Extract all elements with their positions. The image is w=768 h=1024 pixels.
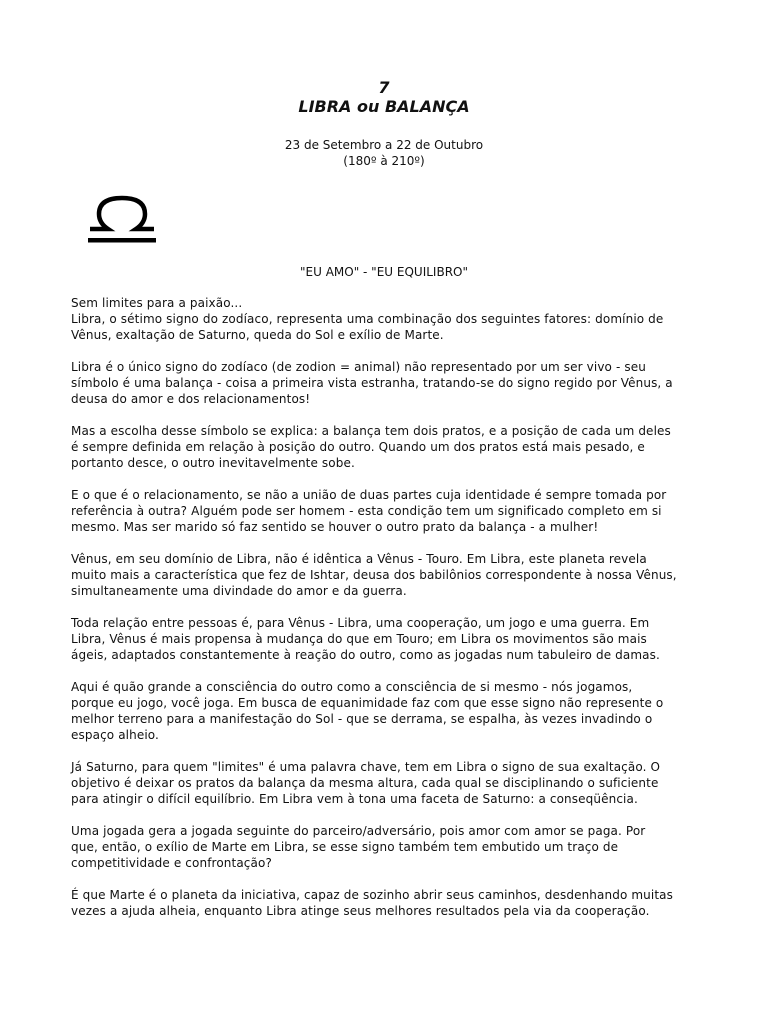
paragraph [71, 887, 701, 919]
paragraph [71, 295, 701, 343]
paragraph-line: ágeis, adaptados constantemente à reação do outro, como as jogadas num tabuleiro de damas. [71, 648, 660, 662]
paragraph [71, 759, 701, 807]
paragraph-line: Já Saturno, para quem "limites" é uma palavra chave, tem em Libra o signo de sua exaltação. O [71, 760, 661, 774]
paragraph-line: Mas a escolha desse símbolo se explica: a balança tem dois pratos, e a posição de cada um deles [71, 424, 671, 438]
paragraph-line: para atingir o difícil equilíbrio. Em Libra vem à tona uma faceta de Saturno: a conseqüência. [71, 792, 638, 806]
paragraph-line: que, então, o exílio de Marte em Libra, se esse signo também tem embutido um traço de [71, 840, 619, 854]
libra-symbol-icon [86, 192, 158, 252]
body-text [71, 295, 701, 935]
paragraph-line: portanto desce, o outro inevitavelmente sobe. [71, 456, 355, 470]
chapter-number: 7 [378, 78, 390, 97]
paragraph [71, 615, 701, 663]
date-range: 23 de Setembro a 22 de Outubro [284, 138, 484, 152]
paragraph-line: símbolo é uma balança - coisa a primeira vista estranha, tratando-se do signo regido por Vênus, a [71, 376, 673, 390]
paragraph-line: Aqui é quão grande a consciência do outro como a consciência de si mesmo - nós jogamos, [71, 680, 633, 694]
paragraph-line: É que Marte é o planeta da iniciativa, capaz de sozinho abrir seus caminhos, desdenhando muitas [71, 888, 674, 902]
degree-range: (180º à 210º) [343, 154, 425, 168]
paragraph [71, 487, 701, 535]
paragraph-line: E o que é o relacionamento, se não a união de duas partes cuja identidade é sempre tomada por [71, 488, 667, 502]
paragraph-line: mesmo. Mas ser marido só faz sentido se houver o outro prato da balança - a mulher! [71, 520, 599, 534]
paragraph-line: simultaneamente uma divindade do amor e da guerra. [71, 584, 407, 598]
paragraph [71, 823, 701, 871]
paragraph-line: Toda relação entre pessoas é, para Vênus - Libra, uma cooperação, um jogo e uma guerra. Em [71, 616, 650, 630]
paragraph-line: Uma jogada gera a jogada seguinte do parceiro/adversário, pois amor com amor se paga. Por [71, 824, 646, 838]
paragraph-line: espaço alheio. [71, 728, 159, 742]
paragraph-line: objetivo é deixar os pratos da balança da mesma altura, cada qual se disciplinando o suficiente [71, 776, 659, 790]
paragraph-line: Libra é o único signo do zodíaco (de zodion = animal) não representado por um ser vivo - seu [71, 360, 646, 374]
paragraph-line: vezes a ajuda alheia, enquanto Libra atinge seus melhores resultados pela via da cooperação. [71, 904, 650, 918]
paragraph [71, 679, 701, 743]
paragraph-line: porque eu jogo, você joga. Em busca de equanimidade faz com que esse signo não represente o [71, 696, 664, 710]
paragraph-line: Libra, Vênus é mais propensa à mudança do que em Touro; em Libra os movimentos são mais [71, 632, 647, 646]
paragraph-line: melhor terreno para a manifestação do Sol - que se derrama, se espalha, às vezes invadindo o [71, 712, 653, 726]
paragraph [71, 551, 701, 599]
paragraph-line: Vênus, em seu domínio de Libra, não é idêntica a Vênus - Touro. Em Libra, este planeta revela [71, 552, 647, 566]
motto: "EU AMO" - "EU EQUILIBRO" [300, 265, 468, 279]
paragraph-line: muito mais a característica que fez de Ishtar, deusa dos babilônios correspondente à nossa Vênus, [71, 568, 677, 582]
paragraph-line: Sem limites para a paixão... [71, 296, 243, 310]
paragraph-line: deusa do amor e dos relacionamentos! [71, 392, 311, 406]
paragraph-line: competitividade e confrontação? [71, 856, 272, 870]
paragraph [71, 359, 701, 407]
paragraph-line: Vênus, exaltação de Saturno, queda do Sol e exílio de Marte. [71, 328, 444, 342]
paragraph-line: Libra, o sétimo signo do zodíaco, representa uma combinação dos seguintes fatores: domínio de [71, 312, 664, 326]
paragraph-line: é sempre definida em relação à posição do outro. Quando um dos pratos está mais pesado, e [71, 440, 645, 454]
paragraph [71, 423, 701, 471]
paragraph-line: referência à outra? Alguém pode ser homem - esta condição tem um significado completo em si [71, 504, 662, 518]
chapter-title: LIBRA ou BALANÇA [298, 97, 470, 116]
